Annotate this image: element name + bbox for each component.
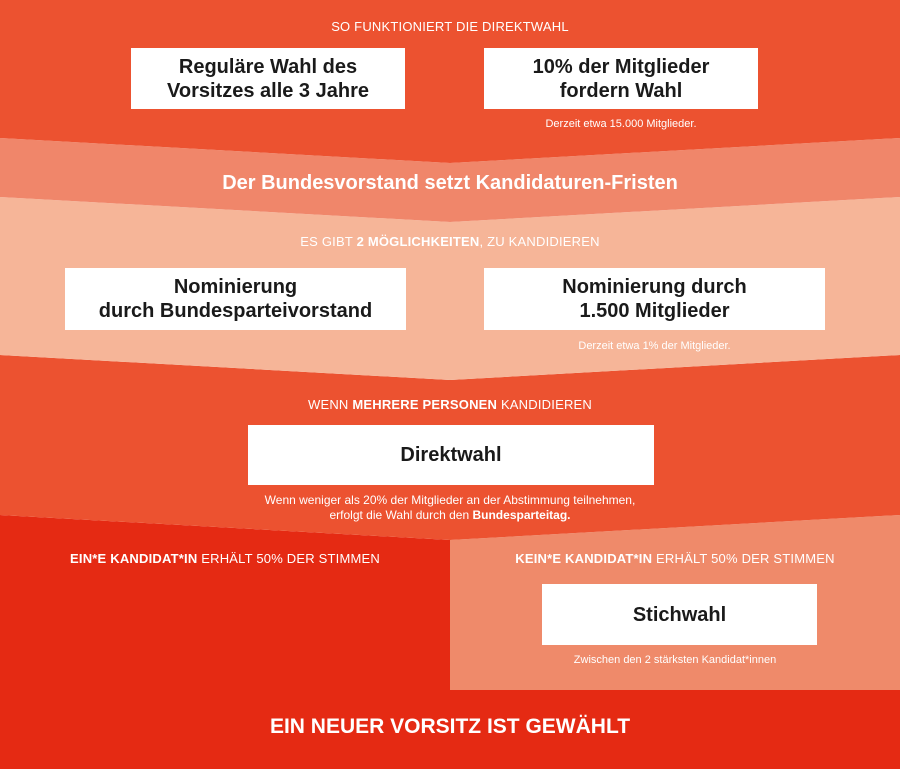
section4-caption-bold: MEHRERE PERSONEN xyxy=(352,397,498,412)
stichwahl-box xyxy=(542,584,817,645)
turnout-note-line2-pre: erfolgt die Wahl durch den xyxy=(329,508,470,522)
nomination-board-box xyxy=(65,268,406,330)
no-majority-caption-post: ERHÄLT 50% DER STIMMEN xyxy=(656,551,835,566)
runoff-note: Zwischen den 2 stärksten Kandidat*innen xyxy=(573,654,777,666)
final-result: EIN NEUER VORSITZ IST GEWÄHLT xyxy=(269,715,631,738)
deadline-heading: Der Bundesvorstand setzt Kandidaturen-Fristen xyxy=(222,172,678,194)
section3-caption xyxy=(0,234,900,249)
members-percent-note: Derzeit etwa 1% der Mitglieder. xyxy=(578,340,731,352)
nomination-board-line1: Nominierung xyxy=(173,276,298,298)
section4-caption-pre: WENN xyxy=(308,397,349,412)
members-request-line1: 10% der Mitglieder xyxy=(532,55,710,78)
regular-election-box xyxy=(131,48,405,109)
direktwahl-box xyxy=(248,425,654,485)
stichwahl-label: Stichwahl xyxy=(632,603,727,626)
no-majority-caption xyxy=(450,551,900,566)
turnout-note-line2-bold: Bundesparteitag. xyxy=(472,508,571,522)
members-request-line2: fordern Wahl xyxy=(559,79,683,102)
turnout-note-line2 xyxy=(150,508,750,523)
members-count-note: Derzeit etwa 15.000 Mitglieder. xyxy=(545,118,697,130)
section3-caption-pre: ES GIBT xyxy=(300,234,353,249)
section4-caption xyxy=(0,397,900,412)
nomination-members-box xyxy=(484,268,825,330)
turnout-note xyxy=(150,493,750,523)
majority-caption-bold: EIN*E KANDIDAT*IN xyxy=(70,551,198,566)
section4-caption-post: KANDIDIEREN xyxy=(500,397,592,412)
nomination-board-line2: durch Bundesparteivorstand xyxy=(98,300,373,322)
regular-election-line1: Reguläre Wahl des xyxy=(178,55,358,78)
section5-left-band xyxy=(0,515,450,690)
members-request-box xyxy=(484,48,758,109)
no-majority-caption-bold: KEIN*E KANDIDAT*IN xyxy=(515,551,653,566)
majority-caption-post: ERHÄLT 50% DER STIMMEN xyxy=(201,551,380,566)
turnout-note-line1: Wenn weniger als 20% der Mitglieder an der Abstimmung teilnehmen, xyxy=(264,493,636,507)
section3-caption-post: , ZU KANDIDIEREN xyxy=(479,234,600,249)
section3-caption-bold: 2 MÖGLICHKEITEN xyxy=(356,234,480,249)
section1-caption-text: SO FUNKTIONIERT DIE DIREKTWAHL xyxy=(331,19,569,34)
section1-caption xyxy=(0,19,900,34)
nomination-members-line1: Nominierung durch xyxy=(562,276,747,298)
direktwahl-label: Direktwahl xyxy=(400,444,502,466)
regular-election-line2: Vorsitzes alle 3 Jahre xyxy=(167,79,369,102)
majority-caption xyxy=(0,551,450,566)
nomination-members-line2: 1.500 Mitglieder xyxy=(579,300,730,322)
